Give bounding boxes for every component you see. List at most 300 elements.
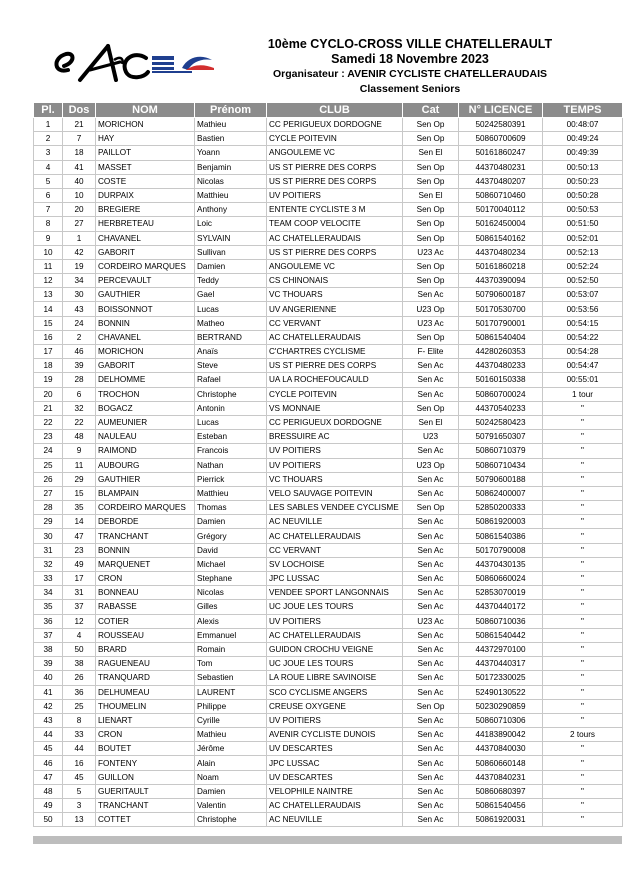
cell-cat: Sen Ac bbox=[403, 444, 459, 458]
table-row bbox=[34, 316, 623, 330]
cell-cat: Sen Ac bbox=[403, 657, 459, 671]
cell-prenom: Rafael bbox=[195, 373, 267, 387]
cell-nom: THOUMELIN bbox=[96, 699, 195, 713]
cell-dossard: 43 bbox=[63, 302, 96, 316]
cell-prenom: Nicolas bbox=[195, 586, 267, 600]
cell-cat: U23 Ac bbox=[403, 614, 459, 628]
cell-nom: CRON bbox=[96, 572, 195, 586]
cell-club: LES SABLES VENDEE CYCLISME bbox=[267, 501, 403, 515]
cell-prenom: Philippe bbox=[195, 699, 267, 713]
cell-place: 19 bbox=[34, 373, 63, 387]
cell-temps: " bbox=[543, 671, 623, 685]
cell-prenom: Grégory bbox=[195, 529, 267, 543]
cell-nom: TRANCHANT bbox=[96, 529, 195, 543]
cell-nom: PAILLOT bbox=[96, 146, 195, 160]
cell-club: US ST PIERRE DES CORPS bbox=[267, 245, 403, 259]
col-header-cat: Cat bbox=[403, 103, 459, 118]
table-row bbox=[34, 543, 623, 557]
cell-place: 11 bbox=[34, 259, 63, 273]
cell-licence: 50170790001 bbox=[459, 316, 543, 330]
table-row bbox=[34, 515, 623, 529]
cell-licence: 52850200333 bbox=[459, 501, 543, 515]
cell-temps: 00:53:56 bbox=[543, 302, 623, 316]
cell-prenom: Anaïs bbox=[195, 345, 267, 359]
cell-nom: GUERITAULT bbox=[96, 784, 195, 798]
cell-prenom: Damien bbox=[195, 784, 267, 798]
cell-dossard: 30 bbox=[63, 288, 96, 302]
cell-nom: CHAVANEL bbox=[96, 231, 195, 245]
cell-club: UV POITIERS bbox=[267, 458, 403, 472]
cell-licence: 44370540233 bbox=[459, 401, 543, 415]
cell-club: VENDEE SPORT LANGONNAIS bbox=[267, 586, 403, 600]
results-body bbox=[34, 118, 623, 827]
cell-prenom: Stephane bbox=[195, 572, 267, 586]
cell-prenom: Gilles bbox=[195, 600, 267, 614]
cell-prenom: Steve bbox=[195, 359, 267, 373]
cell-dossard: 24 bbox=[63, 316, 96, 330]
cell-nom: TRANQUARD bbox=[96, 671, 195, 685]
cell-dossard: 26 bbox=[63, 671, 96, 685]
cell-dossard: 7 bbox=[63, 132, 96, 146]
cell-club: CC VERVANT bbox=[267, 316, 403, 330]
cell-club: AC CHATELLERAUDAIS bbox=[267, 799, 403, 813]
table-row bbox=[34, 373, 623, 387]
cell-temps: 00:50:23 bbox=[543, 174, 623, 188]
cell-club: SV LOCHOISE bbox=[267, 557, 403, 571]
cell-prenom: Alain bbox=[195, 756, 267, 770]
cell-cat: Sen Ac bbox=[403, 799, 459, 813]
cell-club: UV DESCARTES bbox=[267, 770, 403, 784]
cell-cat: Sen Ac bbox=[403, 728, 459, 742]
cell-licence: 44370390094 bbox=[459, 274, 543, 288]
cell-place: 14 bbox=[34, 302, 63, 316]
cell-dossard: 10 bbox=[63, 188, 96, 202]
cell-licence: 50172330025 bbox=[459, 671, 543, 685]
cell-club: VS MONNAIE bbox=[267, 401, 403, 415]
title-block bbox=[245, 37, 575, 97]
cell-dossard: 50 bbox=[63, 642, 96, 656]
cell-prenom: Matheo bbox=[195, 316, 267, 330]
cell-club: LA ROUE LIBRE SAVINOISE bbox=[267, 671, 403, 685]
cell-club: US ST PIERRE DES CORPS bbox=[267, 359, 403, 373]
cell-cat: Sen Op bbox=[403, 501, 459, 515]
table-row bbox=[34, 813, 623, 827]
table-row bbox=[34, 699, 623, 713]
cell-place: 1 bbox=[34, 118, 63, 132]
cell-dossard: 11 bbox=[63, 458, 96, 472]
cell-licence: 50170790008 bbox=[459, 543, 543, 557]
cell-club: UV POITIERS bbox=[267, 713, 403, 727]
cell-club: UC JOUE LES TOURS bbox=[267, 657, 403, 671]
cell-place: 35 bbox=[34, 600, 63, 614]
table-row bbox=[34, 486, 623, 500]
cell-temps: " bbox=[543, 742, 623, 756]
cell-licence: 50861540456 bbox=[459, 799, 543, 813]
cell-dossard: 1 bbox=[63, 231, 96, 245]
cell-dossard: 40 bbox=[63, 174, 96, 188]
event-date: Samedi 18 Novembre 2023 bbox=[331, 52, 489, 66]
cell-temps: 00:50:13 bbox=[543, 160, 623, 174]
cell-cat: Sen Ac bbox=[403, 387, 459, 401]
cell-cat: Sen Ac bbox=[403, 472, 459, 486]
table-row bbox=[34, 430, 623, 444]
cell-nom: BOGACZ bbox=[96, 401, 195, 415]
cell-club: CC PERIGUEUX DORDOGNE bbox=[267, 415, 403, 429]
cell-temps: " bbox=[543, 572, 623, 586]
cell-prenom: Cyrille bbox=[195, 713, 267, 727]
cell-temps: " bbox=[543, 600, 623, 614]
cell-temps: 00:50:53 bbox=[543, 203, 623, 217]
cell-place: 40 bbox=[34, 671, 63, 685]
cell-nom: GABORIT bbox=[96, 245, 195, 259]
cell-club: US ST PIERRE DES CORPS bbox=[267, 174, 403, 188]
cell-dossard: 15 bbox=[63, 486, 96, 500]
table-row bbox=[34, 174, 623, 188]
cell-nom: RAIMOND bbox=[96, 444, 195, 458]
cell-dossard: 44 bbox=[63, 742, 96, 756]
ffc-federation-logo bbox=[152, 52, 216, 74]
cell-place: 13 bbox=[34, 288, 63, 302]
table-row bbox=[34, 245, 623, 259]
cell-place: 50 bbox=[34, 813, 63, 827]
cell-prenom: Valentin bbox=[195, 799, 267, 813]
cell-nom: DELHUMEAU bbox=[96, 685, 195, 699]
cell-licence: 50161860218 bbox=[459, 259, 543, 273]
table-row bbox=[34, 302, 623, 316]
cell-temps: " bbox=[543, 543, 623, 557]
cell-prenom: Loic bbox=[195, 217, 267, 231]
cell-prenom: Yoann bbox=[195, 146, 267, 160]
cell-temps: 00:52:50 bbox=[543, 274, 623, 288]
cell-dossard: 3 bbox=[63, 799, 96, 813]
cell-nom: GABORIT bbox=[96, 359, 195, 373]
cell-temps: " bbox=[543, 770, 623, 784]
col-header-dossard: Dos bbox=[63, 103, 96, 118]
cell-nom: CORDEIRO MARQUES bbox=[96, 501, 195, 515]
cell-prenom: Jérôme bbox=[195, 742, 267, 756]
cell-cat: Sen Ac bbox=[403, 373, 459, 387]
cell-licence: 50860680397 bbox=[459, 784, 543, 798]
cell-prenom: Romain bbox=[195, 642, 267, 656]
table-row bbox=[34, 742, 623, 756]
cell-nom: HERBRETEAU bbox=[96, 217, 195, 231]
table-row bbox=[34, 118, 623, 132]
cell-prenom: Antonin bbox=[195, 401, 267, 415]
cell-place: 5 bbox=[34, 174, 63, 188]
cell-place: 36 bbox=[34, 614, 63, 628]
cell-temps: " bbox=[543, 628, 623, 642]
cell-prenom: Lucas bbox=[195, 302, 267, 316]
cell-club: UV POITIERS bbox=[267, 614, 403, 628]
table-row bbox=[34, 501, 623, 515]
cell-temps: 00:54:47 bbox=[543, 359, 623, 373]
cell-dossard: 17 bbox=[63, 572, 96, 586]
cell-club: VELO SAUVAGE POITEVIN bbox=[267, 486, 403, 500]
cell-licence: 50861540386 bbox=[459, 529, 543, 543]
cell-prenom: Tom bbox=[195, 657, 267, 671]
cell-place: 17 bbox=[34, 345, 63, 359]
cell-nom: MASSET bbox=[96, 160, 195, 174]
table-row bbox=[34, 728, 623, 742]
cell-prenom: Damien bbox=[195, 259, 267, 273]
cell-place: 25 bbox=[34, 458, 63, 472]
cell-dossard: 2 bbox=[63, 330, 96, 344]
cell-licence: 44370480231 bbox=[459, 160, 543, 174]
col-header-club: CLUB bbox=[267, 103, 403, 118]
table-row bbox=[34, 345, 623, 359]
cell-temps: " bbox=[543, 799, 623, 813]
cell-club: VELOPHILE NAINTRE bbox=[267, 784, 403, 798]
cell-club: UV ANGERIENNE bbox=[267, 302, 403, 316]
cell-place: 41 bbox=[34, 685, 63, 699]
cell-dossard: 4 bbox=[63, 628, 96, 642]
cell-dossard: 6 bbox=[63, 387, 96, 401]
cell-nom: DURPAIX bbox=[96, 188, 195, 202]
cell-place: 46 bbox=[34, 756, 63, 770]
cell-prenom: LAURENT bbox=[195, 685, 267, 699]
cell-nom: MORICHON bbox=[96, 345, 195, 359]
cell-licence: 44280260353 bbox=[459, 345, 543, 359]
cell-licence: 52853070019 bbox=[459, 586, 543, 600]
cell-club: AC CHATELLERAUDAIS bbox=[267, 231, 403, 245]
cell-prenom: Gael bbox=[195, 288, 267, 302]
cell-nom: NAULEAU bbox=[96, 430, 195, 444]
cell-dossard: 12 bbox=[63, 614, 96, 628]
cell-dossard: 9 bbox=[63, 444, 96, 458]
cell-nom: COSTE bbox=[96, 174, 195, 188]
cell-cat: Sen Ac bbox=[403, 288, 459, 302]
cell-nom: LIENART bbox=[96, 713, 195, 727]
cell-temps: 00:48:07 bbox=[543, 118, 623, 132]
cell-prenom: Mathieu bbox=[195, 728, 267, 742]
cell-cat: Sen Ac bbox=[403, 359, 459, 373]
table-row bbox=[34, 401, 623, 415]
cell-prenom: Lucas bbox=[195, 415, 267, 429]
cell-nom: RAGUENEAU bbox=[96, 657, 195, 671]
cell-place: 49 bbox=[34, 799, 63, 813]
cell-place: 47 bbox=[34, 770, 63, 784]
cell-prenom: Sebastien bbox=[195, 671, 267, 685]
cell-temps: " bbox=[543, 685, 623, 699]
cell-club: ENTENTE CYCLISTE 3 M bbox=[267, 203, 403, 217]
cell-licence: 50161860247 bbox=[459, 146, 543, 160]
table-row bbox=[34, 160, 623, 174]
cell-club: AC NEUVILLE bbox=[267, 515, 403, 529]
cell-licence: 52490130522 bbox=[459, 685, 543, 699]
cell-prenom: Francois bbox=[195, 444, 267, 458]
cell-prenom: Sullivan bbox=[195, 245, 267, 259]
cell-nom: PERCEVAULT bbox=[96, 274, 195, 288]
cell-nom: BONNIN bbox=[96, 316, 195, 330]
cell-nom: BRARD bbox=[96, 642, 195, 656]
cell-cat: Sen El bbox=[403, 415, 459, 429]
table-row bbox=[34, 685, 623, 699]
cell-cat: Sen Op bbox=[403, 330, 459, 344]
cell-prenom: Matthieu bbox=[195, 486, 267, 500]
cell-licence: 44370430135 bbox=[459, 557, 543, 571]
cell-dossard: 34 bbox=[63, 274, 96, 288]
cell-temps: 00:54:22 bbox=[543, 330, 623, 344]
cell-temps: " bbox=[543, 515, 623, 529]
cell-club: CC VERVANT bbox=[267, 543, 403, 557]
cell-nom: BOUTET bbox=[96, 742, 195, 756]
table-row bbox=[34, 330, 623, 344]
cell-place: 30 bbox=[34, 529, 63, 543]
cell-place: 16 bbox=[34, 330, 63, 344]
cell-licence: 44370480233 bbox=[459, 359, 543, 373]
cell-dossard: 8 bbox=[63, 713, 96, 727]
cell-dossard: 22 bbox=[63, 415, 96, 429]
cell-place: 31 bbox=[34, 543, 63, 557]
cell-cat: Sen Ac bbox=[403, 756, 459, 770]
cell-cat: U23 Ac bbox=[403, 245, 459, 259]
cell-licence: 50860710306 bbox=[459, 713, 543, 727]
cell-nom: DEBORDE bbox=[96, 515, 195, 529]
results-table bbox=[33, 102, 623, 827]
cell-club: ANGOULEME VC bbox=[267, 259, 403, 273]
table-row bbox=[34, 458, 623, 472]
cell-cat: Sen Op bbox=[403, 259, 459, 273]
cell-place: 34 bbox=[34, 586, 63, 600]
cell-nom: MARQUENET bbox=[96, 557, 195, 571]
cell-dossard: 48 bbox=[63, 430, 96, 444]
cell-cat: Sen Ac bbox=[403, 572, 459, 586]
cell-club: CS CHINONAIS bbox=[267, 274, 403, 288]
cell-nom: CRON bbox=[96, 728, 195, 742]
cell-place: 7 bbox=[34, 203, 63, 217]
cell-licence: 50861540442 bbox=[459, 628, 543, 642]
cell-licence: 50862400007 bbox=[459, 486, 543, 500]
cell-dossard: 19 bbox=[63, 259, 96, 273]
cell-temps: " bbox=[543, 756, 623, 770]
cell-temps: " bbox=[543, 813, 623, 827]
cell-licence: 50861920003 bbox=[459, 515, 543, 529]
cell-prenom: David bbox=[195, 543, 267, 557]
table-row bbox=[34, 203, 623, 217]
col-header-nom: NOM bbox=[96, 103, 195, 118]
table-row bbox=[34, 274, 623, 288]
cell-dossard: 49 bbox=[63, 557, 96, 571]
cell-dossard: 29 bbox=[63, 472, 96, 486]
table-row bbox=[34, 557, 623, 571]
cell-place: 23 bbox=[34, 430, 63, 444]
table-row bbox=[34, 259, 623, 273]
cell-prenom: Benjamin bbox=[195, 160, 267, 174]
cell-nom: CHAVANEL bbox=[96, 330, 195, 344]
cell-nom: AUMEUNIER bbox=[96, 415, 195, 429]
cell-cat: Sen Op bbox=[403, 132, 459, 146]
cell-temps: 2 tours bbox=[543, 728, 623, 742]
cell-place: 22 bbox=[34, 415, 63, 429]
cell-nom: GUILLON bbox=[96, 770, 195, 784]
cell-temps: " bbox=[543, 501, 623, 515]
table-row bbox=[34, 614, 623, 628]
cell-cat: Sen Op bbox=[403, 401, 459, 415]
cell-nom: GAUTHIER bbox=[96, 288, 195, 302]
table-row bbox=[34, 756, 623, 770]
cell-temps: 00:53:07 bbox=[543, 288, 623, 302]
cell-cat: Sen Ac bbox=[403, 642, 459, 656]
cell-temps: 00:51:50 bbox=[543, 217, 623, 231]
cell-nom: GAUTHIER bbox=[96, 472, 195, 486]
cell-prenom: Noam bbox=[195, 770, 267, 784]
cell-dossard: 28 bbox=[63, 373, 96, 387]
table-row bbox=[34, 146, 623, 160]
cell-licence: 50790600188 bbox=[459, 472, 543, 486]
cell-cat: Sen Op bbox=[403, 274, 459, 288]
cell-prenom: Mathieu bbox=[195, 118, 267, 132]
cell-dossard: 20 bbox=[63, 203, 96, 217]
cell-nom: BONNIN bbox=[96, 543, 195, 557]
cell-cat: Sen Ac bbox=[403, 628, 459, 642]
cell-prenom: Christophe bbox=[195, 813, 267, 827]
cell-place: 27 bbox=[34, 486, 63, 500]
cell-nom: BONNEAU bbox=[96, 586, 195, 600]
classement-label: Classement Seniors bbox=[359, 83, 461, 95]
cell-nom: COTIER bbox=[96, 614, 195, 628]
table-row bbox=[34, 642, 623, 656]
cell-temps: 1 tour bbox=[543, 387, 623, 401]
col-header-place: Pl. bbox=[34, 103, 63, 118]
cell-dossard: 47 bbox=[63, 529, 96, 543]
cell-cat: Sen Ac bbox=[403, 784, 459, 798]
cell-dossard: 13 bbox=[63, 813, 96, 827]
cell-temps: 00:49:24 bbox=[543, 132, 623, 146]
cell-dossard: 18 bbox=[63, 146, 96, 160]
event-title: 10ème CYCLO-CROSS VILLE CHATELLERAULT bbox=[267, 37, 553, 51]
cell-temps: " bbox=[543, 415, 623, 429]
cell-temps: " bbox=[543, 614, 623, 628]
cell-club: JPC LUSSAC bbox=[267, 572, 403, 586]
cell-nom: BREGIERE bbox=[96, 203, 195, 217]
table-row bbox=[34, 217, 623, 231]
cell-dossard: 37 bbox=[63, 600, 96, 614]
organizer: Organisateur : AVENIR CYCLISTE CHATELLERAUDAIS bbox=[273, 68, 547, 80]
cell-place: 42 bbox=[34, 699, 63, 713]
cell-dossard: 35 bbox=[63, 501, 96, 515]
cell-prenom: SYLVAIN bbox=[195, 231, 267, 245]
cell-temps: 00:55:01 bbox=[543, 373, 623, 387]
cell-dossard: 16 bbox=[63, 756, 96, 770]
cell-dossard: 32 bbox=[63, 401, 96, 415]
cell-licence: 50791650307 bbox=[459, 430, 543, 444]
cell-licence: 50860710434 bbox=[459, 458, 543, 472]
cell-place: 37 bbox=[34, 628, 63, 642]
table-footer-bar bbox=[33, 836, 622, 844]
cell-dossard: 23 bbox=[63, 543, 96, 557]
cell-licence: 44370840030 bbox=[459, 742, 543, 756]
cell-nom: COTTET bbox=[96, 813, 195, 827]
cell-club: UV POITIERS bbox=[267, 188, 403, 202]
cell-cat: Sen Ac bbox=[403, 529, 459, 543]
cell-temps: " bbox=[543, 657, 623, 671]
cell-club: JPC LUSSAC bbox=[267, 756, 403, 770]
cell-cat: Sen Ac bbox=[403, 742, 459, 756]
cell-dossard: 25 bbox=[63, 699, 96, 713]
cell-prenom: Thomas bbox=[195, 501, 267, 515]
cell-licence: 44372970100 bbox=[459, 642, 543, 656]
cell-club: GUIDON CROCHU VEIGNE bbox=[267, 642, 403, 656]
cell-licence: 50242580391 bbox=[459, 118, 543, 132]
cell-club: SCO CYCLISME ANGERS bbox=[267, 685, 403, 699]
cell-cat: Sen Ac bbox=[403, 486, 459, 500]
cell-nom: HAY bbox=[96, 132, 195, 146]
cell-club: ANGOULEME VC bbox=[267, 146, 403, 160]
cell-licence: 50861920031 bbox=[459, 813, 543, 827]
cell-temps: " bbox=[543, 642, 623, 656]
cell-licence: 44370440317 bbox=[459, 657, 543, 671]
table-row bbox=[34, 784, 623, 798]
